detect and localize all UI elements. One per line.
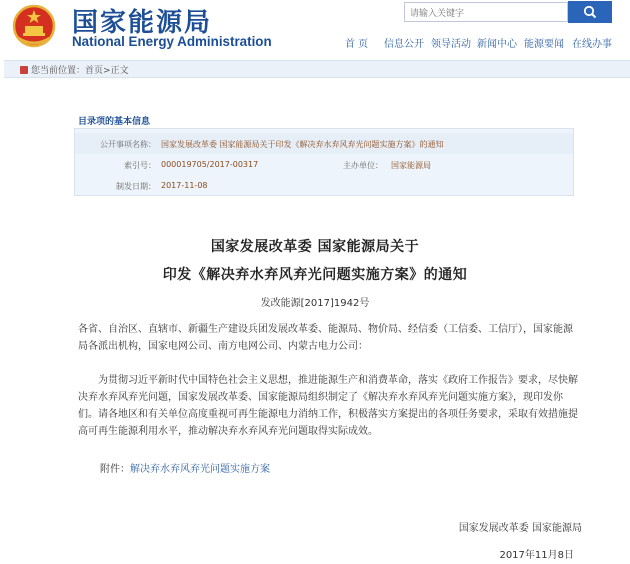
nav-online-services[interactable]: 在线办事 <box>572 39 612 50</box>
info-label: 公开事项名称： <box>100 140 156 149</box>
search-icon <box>583 5 597 19</box>
site-title: 国家能源局 <box>72 8 213 38</box>
document-title-line1: 国家发展改革委 国家能源局关于 <box>210 239 420 255</box>
info-label: 索引号： <box>124 161 156 170</box>
nav-news-center[interactable]: 新闻中心 <box>477 39 517 50</box>
info-label: 主办单位： <box>343 161 383 170</box>
info-value-organizer: 国家能源局 <box>391 161 431 170</box>
breadcrumb-current: 正文 <box>110 66 129 76</box>
attachment-link[interactable]: 解决弃水弃风弃光问题实施方案 <box>130 464 270 475</box>
breadcrumb-separator: > <box>103 66 111 76</box>
breadcrumb-prefix: 您当前位置： <box>31 66 86 76</box>
attachment <box>100 460 270 475</box>
search-button[interactable] <box>568 1 612 23</box>
info-value-index: 000019705/2017-00317 <box>161 160 259 169</box>
document-signature: 国家发展改革委 国家能源局 <box>458 523 582 534</box>
info-row-date <box>75 176 573 197</box>
info-value-date: 2017-11-08 <box>161 181 208 190</box>
document-date: 2017年11月8日 <box>499 550 574 561</box>
document-number: 发改能源[2017]1942号 <box>260 298 370 309</box>
info-table <box>74 128 574 196</box>
info-label: 制发日期： <box>116 182 156 191</box>
info-row-title <box>75 133 573 154</box>
breadcrumb-home-link[interactable]: 首页 <box>85 66 104 76</box>
national-emblem-icon <box>10 4 58 50</box>
location-icon <box>20 66 28 74</box>
nav-energy-news[interactable]: 能源要闻 <box>524 39 564 50</box>
search-input[interactable]: 请输入关键字 <box>404 2 568 22</box>
info-value-title: 国家发展改革委 国家能源局关于印发《解决弃水弃风弃光问题实施方案》的通知 <box>161 140 444 149</box>
nav-home[interactable]: 首 页 <box>345 39 369 50</box>
info-section-title: 目录项的基本信息 <box>78 117 151 127</box>
document-addressee: 各省、自治区、直辖市、新疆生产建设兵团发展改革委、能源局、物价局、经信委（工信委、工信厅），国家能源局各派出机构，国家电网公司、南方电网公司、内蒙古电力公司： <box>78 324 573 352</box>
site-header <box>0 0 630 60</box>
breadcrumb <box>20 63 129 76</box>
document-body: 为贯彻习近平新时代中国特色社会主义思想，推进能源生产和消费革命，落实《政府工作报告》要求，尽快解决弃水弃风弃光问题，国家发展改革委、国家能源局组织制定了《解决弃水弃风弃光问题实施方案》，现印发你们。请各地区和有关单位高度重视可再生能源电力消纳工作，积极落实方案提出的各项任务要求，采取有效措施提高可再生能源利用水平，推动解决弃水弃风弃光问题取得实际成效。 <box>78 375 578 437</box>
info-row-index <box>75 155 573 176</box>
attachment-label: 附件： <box>100 464 130 475</box>
nav-leader-activities[interactable]: 领导活动 <box>431 39 471 50</box>
site-title-english: National Energy Administration <box>72 34 272 49</box>
document-title-line2: 印发《解决弃水弃风弃光问题实施方案》的通知 <box>162 267 468 283</box>
nav-info-disclosure[interactable]: 信息公开 <box>384 39 424 50</box>
